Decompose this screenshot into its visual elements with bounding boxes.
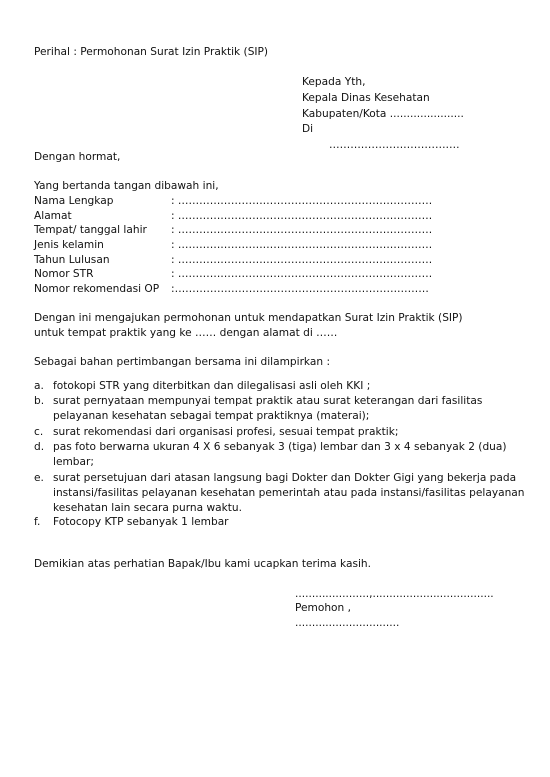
list-marker: d. [34,441,45,453]
form-value: : ……………………………………………………………… [171,224,433,236]
form-label: Tahun Lulusan [34,254,110,266]
form-label: Nama Lengkap [34,195,114,207]
list-text: surat rekomendasi dari organisasi profesi, sesuai tempat praktik; [53,426,399,438]
form-value: : ……………………………………………………………… [171,239,433,251]
signature-place-date: ......................,.................................... [295,588,494,600]
list-text: surat persetujuan dari atasan langsung bagi Dokter dan Dokter Gigi yang bekerja pada instansi/fasilitas pelayanan kesehatan pemerintah atau pada instansi/fasilitas pelayanan kesehatan lain secara purna waktu. [53,472,525,514]
form-value: : ……………………………………………………………… [171,195,433,207]
recipient-line-2: Kepala Dinas Kesehatan [302,92,430,104]
attachments-intro: Sebagai bahan pertimbangan bersama ini dilampirkan : [34,356,331,368]
list-marker: b. [34,395,45,407]
greeting: Dengan hormat, [34,151,121,163]
request-line-2: untuk tempat praktik yang ke …… dengan alamat di …… [34,327,338,339]
form-label: Jenis kelamin [34,239,104,251]
recipient-line-5: ………………………………. [329,139,460,151]
form-value: : ……………………………………………………………… [171,210,433,222]
subject-line: Perihal : Permohonan Surat Izin Praktik (SIP) [34,46,269,58]
form-value: : ……………………………………………………………… [171,268,433,280]
recipient-line-4: Di [302,123,314,135]
list-marker: f. [34,516,41,528]
list-marker: a. [34,380,44,392]
request-line-1: Dengan ini mengajukan permohonan untuk mendapatkan Surat Izin Praktik (SIP) [34,312,463,324]
intro-text: Yang bertanda tangan dibawah ini, [34,180,219,192]
list-marker: c. [34,426,44,438]
form-value: :……………………………………………………………… [171,283,429,295]
recipient-line-1: Kepada Yth, [302,76,366,88]
signature-name: ............................... [295,617,400,629]
list-text: Fotocopy KTP sebanyak 1 lembar [53,516,229,528]
closing-text: Demikian atas perhatian Bapak/Ibu kami ucapkan terima kasih. [34,558,371,570]
list-text: surat pernyataan mempunyai tempat praktik atau surat keterangan dari fasilitas pelayanan kesehatan sebagai tempat praktiknya (materai); [53,395,483,422]
signature-role: Pemohon , [295,602,351,614]
list-text: fotokopi STR yang diterbitkan dan dilegalisasi asli oleh KKI ; [53,380,371,392]
form-value: : ……………………………………………………………… [171,254,433,266]
list-text: pas foto berwarna ukuran 4 X 6 sebanyak 3 (tiga) lembar dan 3 x 4 sebanyak 2 (dua) lembar; [53,441,507,468]
recipient-line-3: Kabupaten/Kota ...................... [302,108,464,120]
form-label: Tempat/ tanggal lahir [34,224,147,236]
form-label: Nomor rekomendasi OP [34,283,160,295]
list-marker: e. [34,472,44,484]
form-label: Nomor STR [34,268,94,280]
form-label: Alamat [34,210,72,222]
